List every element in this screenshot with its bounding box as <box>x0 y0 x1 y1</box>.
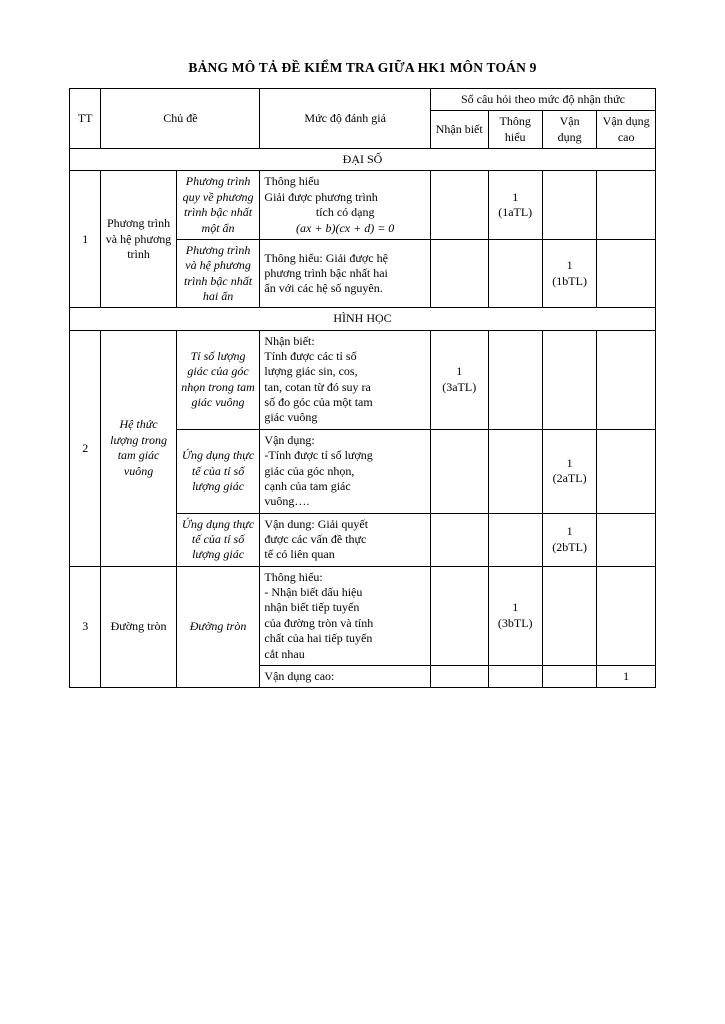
count-van-dung: 1 (1bTL) <box>542 239 596 307</box>
level-line: được các vấn đề thực <box>264 531 367 546</box>
count-nhan-biet <box>430 429 488 513</box>
count-thong-hieu <box>488 330 542 429</box>
row-subtopic: Đường tròn <box>176 566 260 688</box>
table-row <box>70 566 656 665</box>
exam-matrix-table <box>69 88 656 688</box>
section-title-dai-so: ĐẠI SỐ <box>70 149 656 171</box>
count-nhan-biet <box>430 171 488 239</box>
count-van-dung-cao <box>597 171 656 239</box>
page-title: BẢNG MÔ TẢ ĐỀ KIỂM TRA GIỮA HK1 MÔN TOÁN 9 <box>188 60 537 75</box>
count-nhan-biet: 1 (3aTL) <box>430 330 488 429</box>
row-level-description <box>260 429 431 513</box>
level-line: Giải được phương trình <box>264 189 378 204</box>
row-topic: Phương trình và hệ phương trình <box>101 171 176 308</box>
count-van-dung-cao <box>597 429 656 513</box>
row-subtopic: Phương trình và hệ phương trình bậc nhất hai ẩn <box>176 239 260 307</box>
count-van-dung-cao <box>597 330 656 429</box>
level-line: Nhận biết: <box>264 333 315 348</box>
count-van-dung <box>542 330 596 429</box>
level-line: Vận dung: Giải quyết <box>264 516 369 531</box>
level-line: số đo góc của một tam <box>264 395 373 410</box>
count-van-dung-cao <box>597 513 656 566</box>
header-van-dung-cao: Vận dụng cao <box>597 111 656 149</box>
header-nhan-biet: Nhận biết <box>430 111 488 149</box>
count-van-dung-cao <box>597 239 656 307</box>
count-van-dung-cao <box>597 566 656 665</box>
count-thong-hieu: 1 (1aTL) <box>488 171 542 239</box>
row-subtopic: Ứng dụng thực tế của tỉ số lượng giác <box>176 429 260 513</box>
header-level: Mức độ đánh giá <box>260 89 431 149</box>
level-line: cắt nhau <box>264 646 305 661</box>
row-tt: 2 <box>70 330 101 566</box>
count-van-dung: 1 (2aTL) <box>542 429 596 513</box>
count-nhan-biet <box>430 513 488 566</box>
level-line: - Nhận biết dấu hiệu <box>264 585 363 600</box>
level-line: phương trình bậc nhất hai <box>264 265 388 280</box>
count-nhan-biet <box>430 665 488 687</box>
header-van-dung: Vận dụng <box>542 111 596 149</box>
table-row <box>70 171 656 239</box>
row-subtopic: Ứng dụng thực tế của tỉ số lượng giác <box>176 513 260 566</box>
section-header-row <box>70 149 656 171</box>
row-topic: Đường tròn <box>101 566 176 688</box>
count-van-dung <box>542 171 596 239</box>
level-line: tan, cotan từ đó suy ra <box>264 379 371 394</box>
table-header-row-1 <box>70 89 656 111</box>
level-formula: (ax + b)(cx + d) = 0 <box>296 220 395 235</box>
level-line: lượng giác sin, cos, <box>264 364 358 379</box>
row-tt: 1 <box>70 171 101 308</box>
level-line: Vận dụng cao: <box>264 668 335 683</box>
header-thong-hieu: Thông hiểu <box>488 111 542 149</box>
count-thong-hieu <box>488 239 542 307</box>
level-line: Thông hiểu: Giải được hệ <box>264 250 388 265</box>
count-van-dung <box>542 566 596 665</box>
count-thong-hieu: 1 (3bTL) <box>488 566 542 665</box>
level-line: của đường tròn và tính <box>264 615 374 630</box>
row-subtopic: Tỉ số lượng giác của góc nhọn trong tam giác vuông <box>176 330 260 429</box>
level-line: nhận biết tiếp tuyến <box>264 600 360 615</box>
header-topic: Chủ đề <box>101 89 260 149</box>
level-line: tích có dạng <box>315 205 375 220</box>
count-nhan-biet <box>430 566 488 665</box>
count-thong-hieu <box>488 513 542 566</box>
row-level-description <box>260 330 431 429</box>
count-van-dung <box>542 665 596 687</box>
row-level-description <box>260 513 431 566</box>
header-tt: TT <box>70 89 101 149</box>
row-subtopic: Phương trình quy về phương trình bậc nhất một ẩn <box>176 171 260 239</box>
row-level-description <box>260 566 431 665</box>
header-question-count-group: Số câu hỏi theo mức độ nhận thức <box>430 89 655 111</box>
row-tt: 3 <box>70 566 101 688</box>
row-level-description <box>260 171 431 239</box>
level-line: cạnh của tam giác <box>264 478 351 493</box>
level-line: Vận dụng: <box>264 432 315 447</box>
row-level-description <box>260 665 431 687</box>
level-line: -Tính được tỉ số lượng <box>264 448 373 463</box>
level-line: giác của góc nhọn, <box>264 463 355 478</box>
level-line: Thông hiểu <box>264 174 320 189</box>
level-line: tế có liên quan <box>264 547 335 562</box>
count-thong-hieu <box>488 429 542 513</box>
row-level-description <box>260 239 431 307</box>
count-van-dung-cao: 1 <box>597 665 656 687</box>
section-title-hinh-hoc: HÌNH HỌC <box>70 308 656 330</box>
count-nhan-biet <box>430 239 488 307</box>
level-line: chất của hai tiếp tuyến <box>264 631 373 646</box>
section-header-row <box>70 308 656 330</box>
level-line: vuông…. <box>264 494 310 509</box>
level-line: Tính được các tỉ số <box>264 349 357 364</box>
level-line: Thông hiểu: <box>264 569 323 584</box>
level-line: ẩn với các hệ số nguyên. <box>264 281 383 296</box>
row-topic: Hệ thức lượng trong tam giác vuông <box>101 330 176 566</box>
table-row <box>70 330 656 429</box>
count-thong-hieu <box>488 665 542 687</box>
count-van-dung: 1 (2bTL) <box>542 513 596 566</box>
level-line: giác vuông <box>264 410 318 425</box>
